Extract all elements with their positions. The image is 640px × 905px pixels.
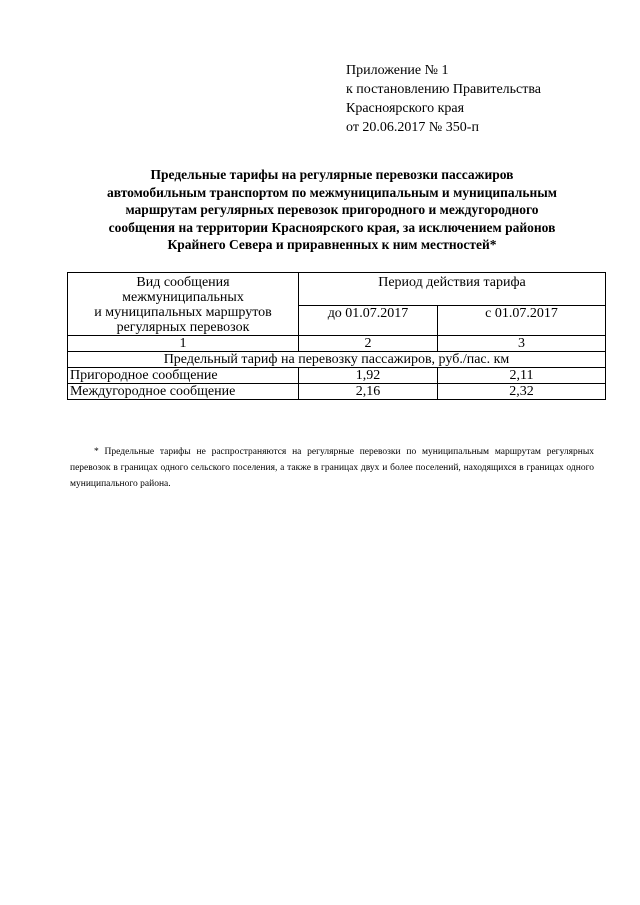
title-line: Предельные тарифы на регулярные перевозки пассажиров <box>150 167 514 182</box>
header-route-type-line: и муниципальных маршрутов <box>94 305 272 320</box>
header-route-type-line: межмуниципальных <box>122 290 244 305</box>
title-line: Крайнего Севера и приравненных к ним местностей* <box>167 237 497 252</box>
table-row <box>68 384 606 400</box>
tariff-before-cell: 1,92 <box>299 368 438 384</box>
appendix-date: от 20.06.2017 № 350-п <box>346 120 479 135</box>
tariff-after-cell: 2,11 <box>438 368 606 384</box>
route-type-cell: Междугородное сообщение <box>68 384 299 400</box>
header-period: Период действия тарифа <box>299 273 606 306</box>
table-row <box>68 368 606 384</box>
tariff-caption: Предельный тариф на перевозку пассажиров, руб./пас. км <box>68 352 606 368</box>
appendix-reference <box>346 61 606 137</box>
column-number: 3 <box>438 336 606 352</box>
tariff-caption-row <box>68 352 606 368</box>
header-route-type <box>68 273 299 336</box>
appendix-to-decree: к постановлению Правительства <box>346 82 542 97</box>
document-title <box>60 166 604 254</box>
title-line: сообщения на территории Красноярского края, за исключением районов <box>108 219 556 235</box>
tariff-table <box>67 272 606 400</box>
footnote: * Предельные тарифы не распространяются на регулярные перевозки по муниципальным маршрутам регулярных перевозок в границах одного сельского поселения, а также в границах двух и более поселений, находящихся в границах одного муниципального района. <box>70 447 594 489</box>
title-line: автомобильным транспортом по межмуниципальным и муниципальным <box>106 184 558 200</box>
header-period-after: с 01.07.2017 <box>438 306 606 336</box>
table-header-row <box>68 273 606 306</box>
header-route-type-line: Вид сообщения <box>136 275 230 290</box>
header-period-before: до 01.07.2017 <box>299 306 438 336</box>
column-number: 2 <box>299 336 438 352</box>
header-route-type-line: регулярных перевозок <box>116 320 250 335</box>
appendix-region: Красноярского края <box>346 101 465 116</box>
tariff-before-cell: 2,16 <box>299 384 438 400</box>
column-number: 1 <box>68 336 299 352</box>
column-number-row <box>68 336 606 352</box>
title-line: маршрутам регулярных перевозок пригородного и междугородного <box>125 202 539 217</box>
route-type-cell: Пригородное сообщение <box>68 368 299 384</box>
appendix-number: Приложение № 1 <box>346 63 449 78</box>
tariff-after-cell: 2,32 <box>438 384 606 400</box>
